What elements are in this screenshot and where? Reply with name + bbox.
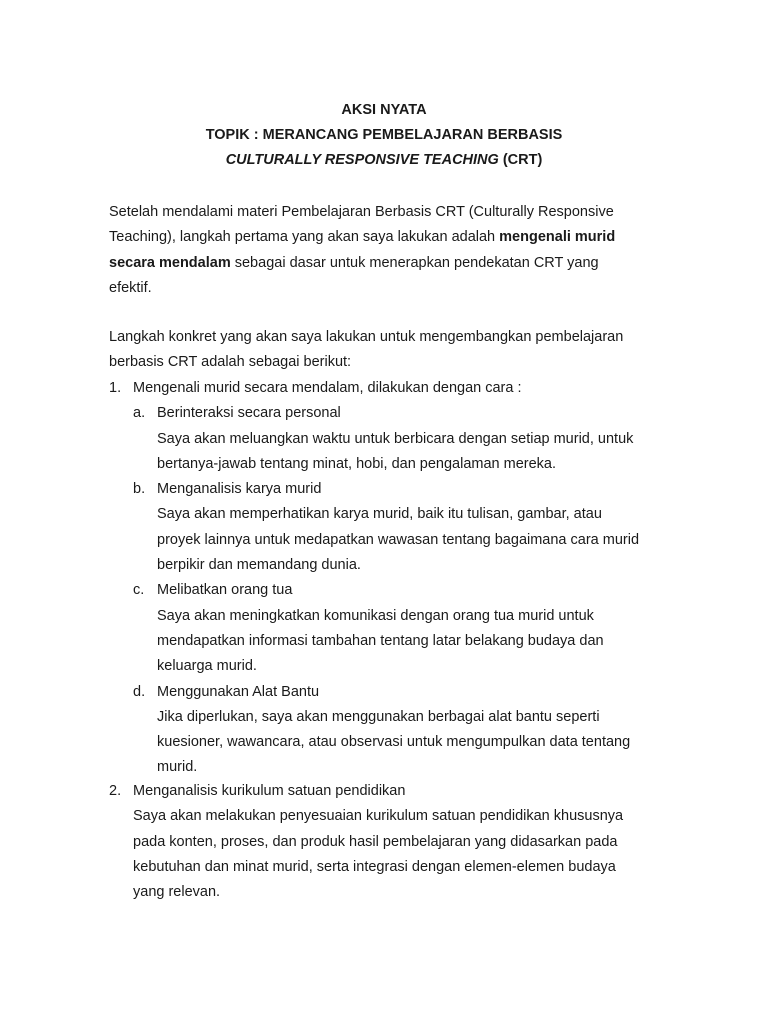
list-marker: 1. xyxy=(109,380,122,396)
sub-marker: d. xyxy=(133,683,146,700)
list-item-line: Saya akan melakukan penyesuaian kurikulum satuan pendidikan khususnya xyxy=(133,808,624,825)
intro-line-4: efektif. xyxy=(109,279,152,296)
sub-item-d xyxy=(133,680,689,781)
list-item-title: Mengenali murid secara mendalam, dilakukan dengan cara : xyxy=(133,380,522,396)
sub-item-line: Jika diperlukan, saya akan menggunakan berbagai alat bantu seperti xyxy=(157,708,600,725)
steps-intro-paragraph xyxy=(109,325,679,376)
list-item-line: pada konten, proses, dan produk hasil pembelajaran yang didasarkan pada xyxy=(133,833,618,850)
sub-item-line: Saya akan meluangkan waktu untuk berbicara dengan setiap murid, untuk xyxy=(157,430,634,447)
sub-item-line: proyek lainnya untuk medapatkan wawasan tentang bagaimana cara murid xyxy=(157,531,640,548)
sub-item-title: Menganalisis karya murid xyxy=(157,481,322,498)
topic-subheading-italic: CULTURALLY RESPONSIVE TEACHING xyxy=(225,152,499,168)
steps-intro-line-1: Langkah konkret yang akan saya lakukan untuk mengembangkan pembelajaran xyxy=(109,329,624,345)
sub-item-a xyxy=(133,401,689,477)
sub-marker: a. xyxy=(133,405,146,422)
sub-item-title: Melibatkan orang tua xyxy=(157,582,293,599)
sub-item-line: kuesioner, wawancara, atau observasi untuk mengumpulkan data tentang xyxy=(157,734,631,751)
sub-marker: b. xyxy=(133,481,146,498)
intro-line-1: Setelah mendalami materi Pembelajaran Berbasis CRT (Culturally Responsive xyxy=(109,204,614,220)
sub-item-line: Saya akan meningkatkan komunikasi dengan orang tua murid untuk xyxy=(157,607,594,624)
sub-item-b xyxy=(133,477,689,578)
sub-item-line: murid. xyxy=(157,759,198,776)
sub-list xyxy=(133,401,689,780)
sub-item-line: berpikir dan memandang dunia. xyxy=(157,557,361,574)
intro-line-2-text: Teaching), langkah pertama yang akan saya lakukan adalah xyxy=(109,229,500,246)
intro-paragraph xyxy=(109,200,679,301)
topic-heading: TOPIK : MERANCANG PEMBELAJARAN BERBASIS xyxy=(205,127,563,143)
sub-item-line: keluarga murid. xyxy=(157,658,257,675)
list-item-2 xyxy=(109,779,689,905)
intro-line-3 xyxy=(109,251,679,276)
intro-line-3-text: sebagai dasar untuk menerapkan pendekatan CRT yang xyxy=(230,254,599,271)
intro-line-2-bold: mengenali murid xyxy=(499,229,616,246)
sub-marker: c. xyxy=(133,582,145,599)
topic-subheading-rest: (CRT) xyxy=(498,152,543,168)
sub-item-title: Berinteraksi secara personal xyxy=(157,405,341,422)
list-marker: 2. xyxy=(109,783,122,799)
steps-intro-line-2: berbasis CRT adalah sebagai berikut: xyxy=(109,354,352,371)
list-item-title: Menganalisis kurikulum satuan pendidikan xyxy=(133,783,406,799)
sub-item-c xyxy=(133,578,689,679)
intro-line-2 xyxy=(109,225,679,250)
topic-subheading xyxy=(0,152,768,168)
list-item-line: kebutuhan dan minat murid, serta integrasi dengan elemen-elemen budaya xyxy=(133,858,616,875)
intro-line-3-bold: secara mendalam xyxy=(109,254,231,271)
list-item-line: yang relevan. xyxy=(133,884,221,901)
sub-item-line: Saya akan memperhatikan karya murid, baik itu tulisan, gambar, atau xyxy=(157,506,602,523)
sub-item-line: bertanya-jawab tentang minat, hobi, dan pengalaman mereka. xyxy=(157,455,557,472)
list-item-1 xyxy=(109,376,689,781)
document-title: AKSI NYATA xyxy=(341,102,427,118)
sub-item-line: mendapatkan informasi tambahan tentang latar belakang budaya dan xyxy=(157,632,604,649)
sub-item-title: Menggunakan Alat Bantu xyxy=(157,683,320,700)
